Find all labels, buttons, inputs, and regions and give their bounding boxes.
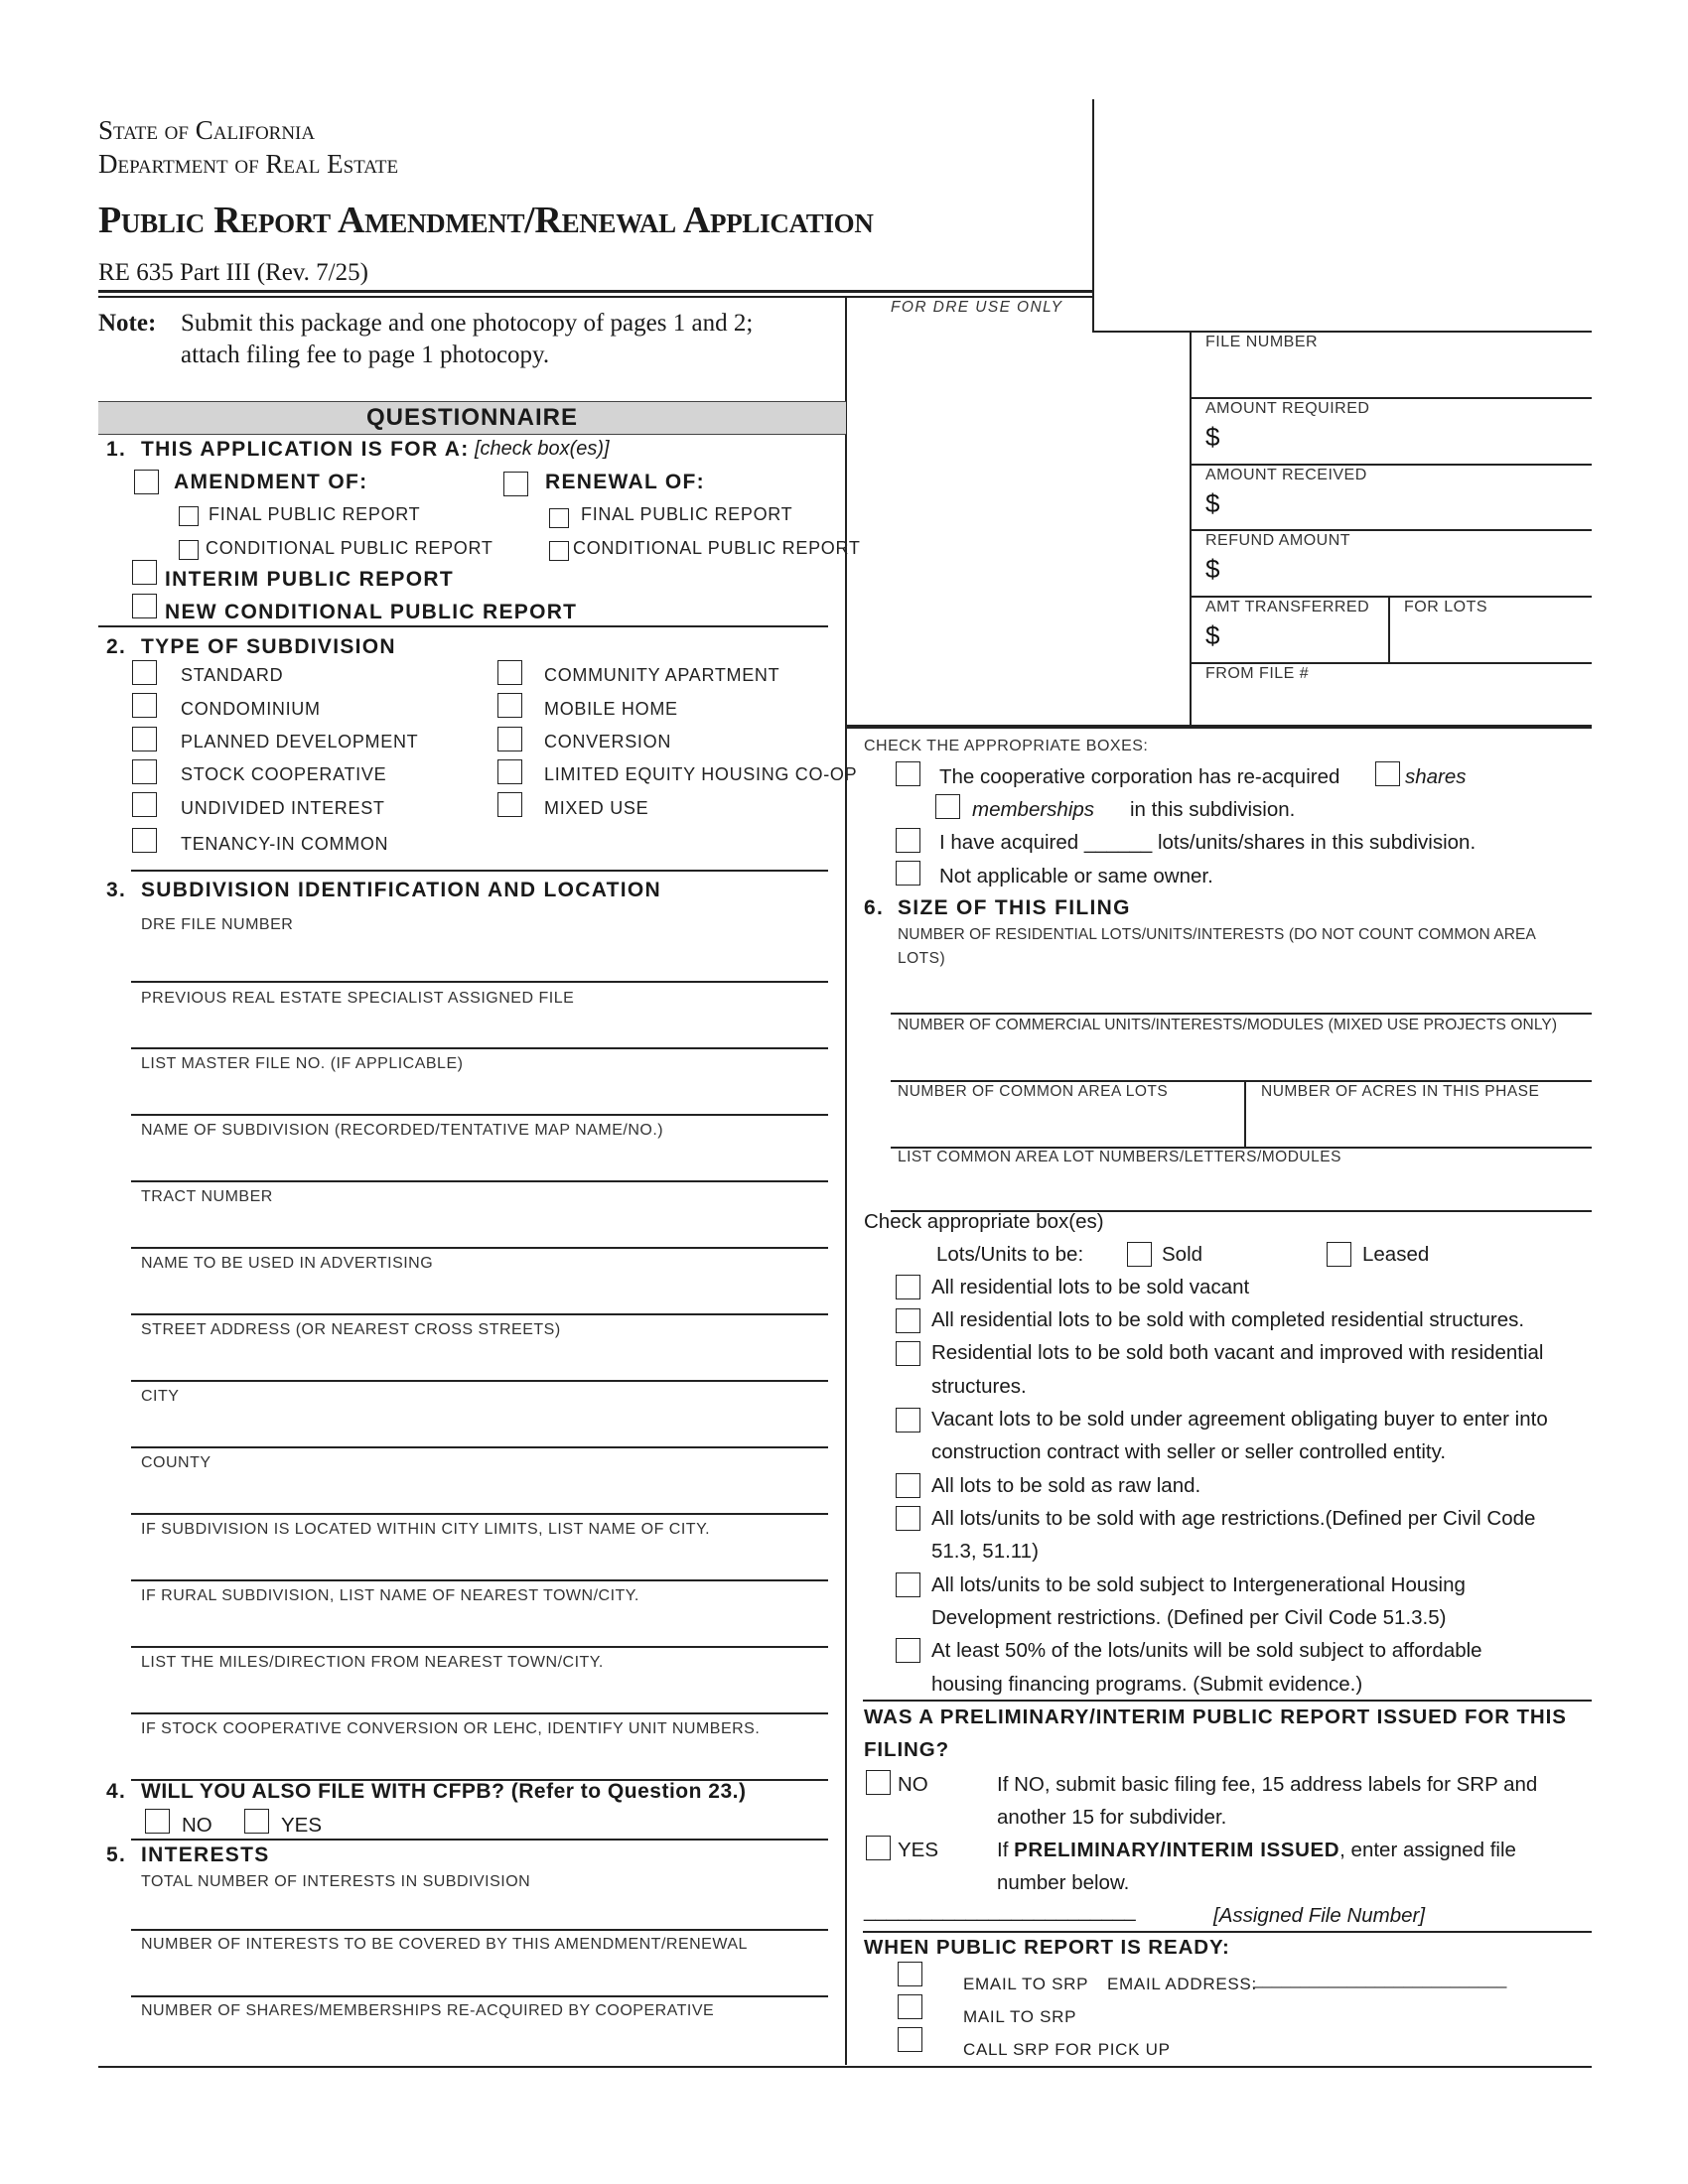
dre-column-divider — [1190, 331, 1192, 725]
acres-label: NUMBER OF ACRES IN THIS PHASE — [1261, 1083, 1540, 1100]
dre-divider — [1190, 662, 1592, 664]
note-line-2: attach filing fee to page 1 photocopy. — [181, 341, 550, 368]
common-area-divider — [1244, 1080, 1246, 1147]
undivided-interest-checkbox[interactable] — [132, 792, 157, 817]
amendment-label: AMENDMENT OF: — [174, 471, 368, 493]
q1-hint: [check box(es)] — [475, 438, 610, 460]
email-address-label: EMAIL ADDRESS: — [1107, 1975, 1257, 1993]
tract-number-label: TRACT NUMBER — [141, 1188, 273, 1205]
amount-received-label: AMOUNT RECEIVED — [1205, 467, 1367, 483]
dre-divider — [1190, 464, 1592, 466]
preliminary-yes-suffix: , enter assigned file — [1339, 1839, 1516, 1861]
lots-units-label: Lots/Units to be: — [936, 1243, 1084, 1266]
tract-number-line[interactable] — [131, 1247, 828, 1249]
questionnaire-title: QUESTIONNAIRE — [365, 404, 578, 431]
dre-divider — [1190, 397, 1592, 399]
intergenerational-label: All lots/units to be sold subject to Intergenerational Housing — [931, 1573, 1466, 1596]
leased-label: Leased — [1362, 1243, 1430, 1266]
q4-bottom-rule — [131, 1839, 828, 1841]
construction-contract-checkbox[interactable] — [896, 1408, 920, 1433]
common-area-lots-label: NUMBER OF COMMON AREA LOTS — [898, 1083, 1169, 1100]
preliminary-yes-checkbox[interactable] — [866, 1836, 891, 1860]
residential-count-label: NUMBER OF RESIDENTIAL LOTS/UNITS/INTERESTS (DO NOT COUNT COMMON AREA — [898, 926, 1536, 943]
q4-number: 4. — [106, 1780, 127, 1803]
previous-specialist-label: PREVIOUS REAL ESTATE SPECIALIST ASSIGNED FILE — [141, 990, 575, 1007]
note-line-1: Submit this package and one photocopy of pages 1 and 2; — [181, 310, 754, 337]
for-lots-label: FOR LOTS — [1404, 599, 1488, 615]
have-acquired-label: I have acquired ______ lots/units/shares in this subdivision. — [939, 831, 1477, 854]
dre-file-number-line[interactable] — [131, 981, 828, 983]
planned-development-label: PLANNED DEVELOPMENT — [181, 732, 419, 751]
header-rule-thin — [98, 296, 1093, 298]
advertising-name-label: NAME TO BE USED IN ADVERTISING — [141, 1255, 434, 1272]
coop-reacquired-checkbox[interactable] — [896, 761, 920, 786]
coop-reacquired-label: The cooperative corporation has re-acquired — [939, 765, 1340, 788]
preliminary-yes-prefix: If — [997, 1839, 1015, 1861]
interim-label: INTERIM PUBLIC REPORT — [165, 568, 454, 591]
q6-number: 6. — [864, 896, 885, 919]
cfpb-yes-checkbox[interactable] — [244, 1809, 269, 1834]
miles-direction-label: LIST THE MILES/DIRECTION FROM NEAREST TOWN/CITY. — [141, 1654, 604, 1671]
form-number: RE 635 Part III (Rev. 7/25) — [98, 259, 368, 286]
dre-divider — [1190, 529, 1592, 531]
affordable-housing-label-2: housing financing programs. (Submit evidence.) — [931, 1673, 1363, 1696]
q6-title: SIZE OF THIS FILING — [898, 896, 1131, 919]
stock-cooperative-checkbox[interactable] — [132, 759, 157, 784]
q3-title: SUBDIVISION IDENTIFICATION AND LOCATION — [141, 879, 661, 901]
amount-required-dollar: $ — [1205, 422, 1220, 452]
age-restrictions-checkbox[interactable] — [896, 1506, 920, 1531]
renew-conditional-label: CONDITIONAL PUBLIC REPORT — [573, 538, 861, 558]
mail-srp-checkbox[interactable] — [898, 1994, 922, 2019]
q1-title: THIS APPLICATION IS FOR A: — [141, 438, 470, 461]
renew-final-label: FINAL PUBLIC REPORT — [581, 504, 793, 524]
in-subdivision-label: in this subdivision. — [1130, 798, 1296, 821]
dre-bottom-rule — [845, 725, 1592, 729]
dre-file-number-label: DRE FILE NUMBER — [141, 916, 294, 933]
preliminary-yes-label: YES — [898, 1839, 939, 1861]
tenancy-in-common-label: TENANCY-IN COMMON — [181, 834, 389, 854]
county-line[interactable] — [131, 1513, 828, 1515]
not-applicable-checkbox[interactable] — [896, 861, 920, 886]
mixed-use-checkbox[interactable] — [497, 792, 522, 817]
renew-conditional-checkbox[interactable] — [549, 541, 569, 561]
sold-vacant-checkbox[interactable] — [896, 1275, 920, 1299]
amendment-checkbox[interactable] — [134, 470, 159, 494]
memberships-label: memberships — [972, 798, 1095, 821]
amount-received-dollar: $ — [1205, 488, 1220, 518]
limited-equity-checkbox[interactable] — [497, 759, 522, 784]
street-address-line[interactable] — [131, 1380, 828, 1382]
vacant-and-improved-label-2: structures. — [931, 1375, 1027, 1398]
condominium-label: CONDOMINIUM — [181, 699, 321, 719]
city-limits-line[interactable] — [131, 1579, 828, 1581]
sale-bottom-rule — [863, 1700, 1592, 1702]
not-applicable-label: Not applicable or same owner. — [939, 865, 1213, 887]
dre-box-left-edge — [1092, 99, 1094, 333]
completed-structures-checkbox[interactable] — [896, 1308, 920, 1333]
vacant-and-improved-checkbox[interactable] — [896, 1341, 920, 1366]
residential-count-label-2: LOTS) — [898, 950, 946, 967]
community-apartment-checkbox[interactable] — [497, 660, 522, 685]
cfpb-no-checkbox[interactable] — [145, 1809, 170, 1834]
from-file-label: FROM FILE # — [1205, 665, 1310, 682]
new-conditional-checkbox[interactable] — [132, 594, 157, 618]
undivided-interest-label: UNDIVIDED INTEREST — [181, 798, 385, 818]
community-apartment-label: COMMUNITY APARTMENT — [544, 665, 780, 685]
sold-vacant-label: All residential lots to be sold vacant — [931, 1276, 1250, 1298]
q2-number: 2. — [106, 635, 127, 658]
renew-final-checkbox[interactable] — [549, 508, 569, 528]
note-label: Note: — [98, 310, 157, 337]
conversion-checkbox[interactable] — [497, 727, 522, 751]
intergenerational-checkbox[interactable] — [896, 1572, 920, 1597]
assigned-file-number-blank[interactable]: ________________________ — [864, 1899, 1136, 1922]
amount-required-label: AMOUNT REQUIRED — [1205, 400, 1370, 417]
condominium-checkbox[interactable] — [132, 693, 157, 718]
state-name: State of California — [98, 115, 316, 145]
amt-transferred-dollar: $ — [1205, 620, 1220, 650]
common-area-list-label: LIST COMMON AREA LOT NUMBERS/LETTERS/MODULES — [898, 1149, 1341, 1165]
preliminary-yes-text — [997, 1839, 1516, 1862]
q3-number: 3. — [106, 879, 127, 901]
preliminary-title: WAS A PRELIMINARY/INTERIM PUBLIC REPORT ISSUED FOR THIS — [864, 1706, 1567, 1728]
subdivision-name-label: NAME OF SUBDIVISION (RECORDED/TENTATIVE MAP NAME/NO.) — [141, 1122, 664, 1139]
preliminary-no-label: NO — [898, 1773, 928, 1796]
commercial-count-line[interactable] — [891, 1080, 1592, 1082]
rural-town-label: IF RURAL SUBDIVISION, LIST NAME OF NEAREST TOWN/CITY. — [141, 1587, 639, 1604]
age-restrictions-label: All lots/units to be sold with age restrictions.(Defined per Civil Code — [931, 1507, 1536, 1530]
preliminary-no-text-2: another 15 for subdivider. — [997, 1806, 1227, 1829]
q2-title: TYPE OF SUBDIVISION — [141, 635, 396, 658]
subdivision-name-line[interactable] — [131, 1180, 828, 1182]
county-label: COUNTY — [141, 1454, 211, 1471]
page-bottom-rule — [98, 2066, 1592, 2068]
previous-specialist-line[interactable] — [131, 1047, 828, 1049]
q1-number: 1. — [106, 438, 127, 461]
preliminary-no-text: If NO, submit basic filing fee, 15 address labels for SRP and — [997, 1773, 1538, 1796]
q5-title: INTERESTS — [141, 1843, 270, 1866]
dre-box-top-rule — [1092, 331, 1592, 333]
total-interests-line[interactable] — [131, 1929, 828, 1931]
memberships-checkbox[interactable] — [935, 794, 960, 819]
ready-title: WHEN PUBLIC REPORT IS READY: — [864, 1936, 1230, 1959]
dre-divider — [1190, 596, 1592, 598]
completed-structures-label: All residential lots to be sold with completed residential structures. — [931, 1308, 1525, 1331]
q1-bottom-rule — [98, 625, 828, 627]
total-interests-label: TOTAL NUMBER OF INTERESTS IN SUBDIVISION — [141, 1873, 531, 1890]
shares-label: shares — [1405, 765, 1467, 788]
street-address-label: STREET ADDRESS (OR NEAREST CROSS STREETS) — [141, 1321, 561, 1338]
tenancy-in-common-checkbox[interactable] — [132, 828, 157, 853]
dre-column-left-border — [845, 298, 847, 725]
shares-reacquired-label: NUMBER OF SHARES/MEMBERSHIPS RE-ACQUIRED BY COOPERATIVE — [141, 2002, 715, 2019]
raw-land-label: All lots to be sold as raw land. — [931, 1474, 1201, 1497]
construction-contract-label-2: construction contract with seller or seller controlled entity. — [931, 1440, 1447, 1463]
shares-checkbox[interactable] — [1375, 761, 1400, 786]
mobile-home-label: MOBILE HOME — [544, 699, 678, 719]
affordable-housing-label: At least 50% of the lots/units will be sold subject to affordable — [931, 1639, 1482, 1662]
city-label: CITY — [141, 1388, 180, 1405]
cfpb-yes-label: YES — [281, 1814, 323, 1837]
planned-development-checkbox[interactable] — [132, 727, 157, 751]
raw-land-checkbox[interactable] — [896, 1473, 920, 1498]
leased-checkbox[interactable] — [1327, 1242, 1351, 1267]
age-restrictions-label-2: 51.3, 51.11) — [931, 1540, 1039, 1563]
refund-amount-label: REFUND AMOUNT — [1205, 532, 1351, 549]
mail-srp-label: MAIL TO SRP — [963, 2007, 1077, 2026]
city-limits-label: IF SUBDIVISION IS LOCATED WITHIN CITY LIMITS, LIST NAME OF CITY. — [141, 1521, 711, 1538]
preliminary-no-checkbox[interactable] — [866, 1770, 891, 1795]
mobile-home-checkbox[interactable] — [497, 693, 522, 718]
preliminary-yes-bold: PRELIMINARY/INTERIM ISSUED — [1014, 1839, 1340, 1861]
conversion-label: CONVERSION — [544, 732, 672, 751]
sold-label: Sold — [1162, 1243, 1203, 1266]
file-number-label: FILE NUMBER — [1205, 334, 1319, 350]
vacant-and-improved-label: Residential lots to be sold both vacant and improved with residential — [931, 1341, 1544, 1364]
dre-use-label: FOR DRE USE ONLY — [891, 299, 1063, 316]
interests-covered-label: NUMBER OF INTERESTS TO BE COVERED BY THIS AMENDMENT/RENEWAL — [141, 1936, 748, 1953]
center-column-divider — [845, 725, 847, 2065]
stock-cooperative-label: STOCK COOPERATIVE — [181, 764, 387, 784]
miles-direction-line[interactable] — [131, 1712, 828, 1714]
email-srp-checkbox[interactable] — [898, 1962, 922, 1986]
advertising-name-line[interactable] — [131, 1313, 828, 1315]
affordable-housing-checkbox[interactable] — [896, 1638, 920, 1663]
sold-checkbox[interactable] — [1127, 1242, 1152, 1267]
check-boxes-title: CHECK THE APPROPRIATE BOXES: — [864, 738, 1149, 754]
email-address-blank[interactable]: ___________________________ — [1253, 1970, 1507, 1988]
renewal-checkbox[interactable] — [503, 472, 528, 496]
amt-transferred-label: AMT TRANSFERRED — [1205, 599, 1370, 615]
interim-checkbox[interactable] — [132, 560, 157, 585]
dre-for-lots-divider — [1388, 596, 1390, 662]
assigned-file-number-label: [Assigned File Number] — [1213, 1904, 1426, 1927]
commercial-count-label: NUMBER OF COMMERCIAL UNITS/INTERESTS/MODULES (MIXED USE PROJECTS ONLY) — [898, 1017, 1558, 1033]
form-title: Public Report Amendment/Renewal Application — [98, 200, 874, 241]
standard-label: STANDARD — [181, 665, 284, 685]
standard-checkbox[interactable] — [132, 660, 157, 685]
construction-contract-label: Vacant lots to be sold under agreement obligating buyer to enter into — [931, 1408, 1548, 1431]
mixed-use-label: MIXED USE — [544, 798, 649, 818]
q5-number: 5. — [106, 1843, 127, 1866]
call-srp-checkbox[interactable] — [898, 2027, 922, 2052]
preliminary-title-2: FILING? — [864, 1738, 950, 1761]
limited-equity-label: LIMITED EQUITY HOUSING CO-OP — [544, 764, 858, 784]
preliminary-bottom-rule — [863, 1931, 1592, 1933]
amend-final-checkbox[interactable] — [179, 506, 199, 526]
interests-covered-line[interactable] — [131, 1995, 828, 1997]
email-srp-label: EMAIL TO SRP — [963, 1975, 1089, 1993]
residential-count-line[interactable] — [891, 1013, 1592, 1015]
master-file-label: LIST MASTER FILE NO. (IF APPLICABLE) — [141, 1055, 464, 1072]
new-conditional-label: NEW CONDITIONAL PUBLIC REPORT — [165, 601, 578, 623]
department-name: Department of Real Estate — [98, 149, 399, 179]
amend-conditional-checkbox[interactable] — [179, 540, 199, 560]
master-file-line[interactable] — [131, 1114, 828, 1116]
q2-bottom-rule — [131, 870, 828, 872]
city-line[interactable] — [131, 1446, 828, 1448]
refund-amount-dollar: $ — [1205, 554, 1220, 584]
preliminary-yes-text-2: number below. — [997, 1871, 1130, 1894]
q4-title: WILL YOU ALSO FILE WITH CFPB? (Refer to Question 23.) — [141, 1780, 747, 1803]
have-acquired-checkbox[interactable] — [896, 828, 920, 853]
header-rule — [98, 290, 1093, 293]
amend-conditional-label: CONDITIONAL PUBLIC REPORT — [206, 538, 493, 558]
renewal-label: RENEWAL OF: — [545, 471, 705, 493]
sale-title: Check appropriate box(es) — [864, 1210, 1104, 1233]
call-srp-label: CALL SRP FOR PICK UP — [963, 2040, 1171, 2059]
cfpb-no-label: NO — [182, 1814, 212, 1837]
rural-town-line[interactable] — [131, 1646, 828, 1648]
unit-numbers-label: IF STOCK COOPERATIVE CONVERSION OR LEHC, IDENTIFY UNIT NUMBERS. — [141, 1720, 761, 1737]
intergenerational-label-2: Development restrictions. (Defined per Civil Code 51.3.5) — [931, 1606, 1447, 1629]
amend-final-label: FINAL PUBLIC REPORT — [209, 504, 421, 524]
